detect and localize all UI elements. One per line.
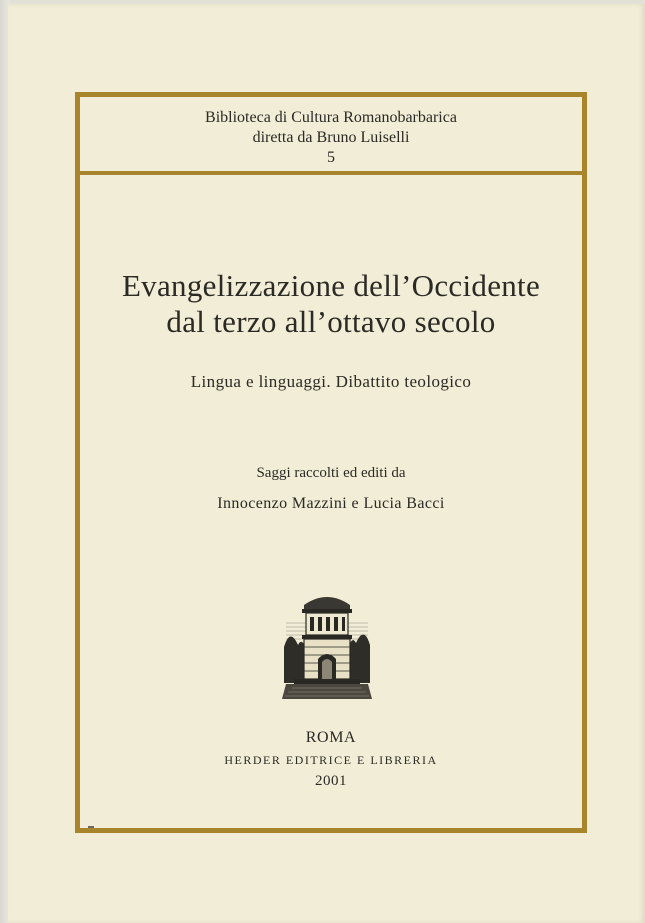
imprint-year: 2001	[315, 773, 347, 789]
book-title	[80, 268, 582, 340]
title-line-2: dal terzo all’ottavo secolo	[166, 304, 496, 339]
series-editor: diretta da Bruno Luiselli	[252, 129, 410, 146]
header-rule	[75, 171, 587, 175]
editors-intro: Saggi raccolti ed editi da	[256, 465, 406, 481]
imprint-city: ROMA	[305, 729, 357, 746]
editors-names: Innocenzo Mazzini e Lucia Bacci	[217, 495, 445, 512]
gold-frame	[75, 92, 587, 833]
series-title: Biblioteca di Cultura Romanobarbarica	[205, 109, 457, 126]
title-line-1: Evangelizzazione dell’Occidente	[121, 268, 541, 303]
series-number: 5	[327, 149, 335, 166]
series-header	[80, 108, 582, 168]
imprint-publisher: HERDER EDITRICE E LIBRERIA	[224, 753, 438, 767]
book-subtitle: Lingua e linguaggi. Dibattito teologico	[190, 372, 472, 391]
mausoleum-engraving-icon	[282, 587, 372, 700]
corner-mark	[88, 826, 94, 828]
